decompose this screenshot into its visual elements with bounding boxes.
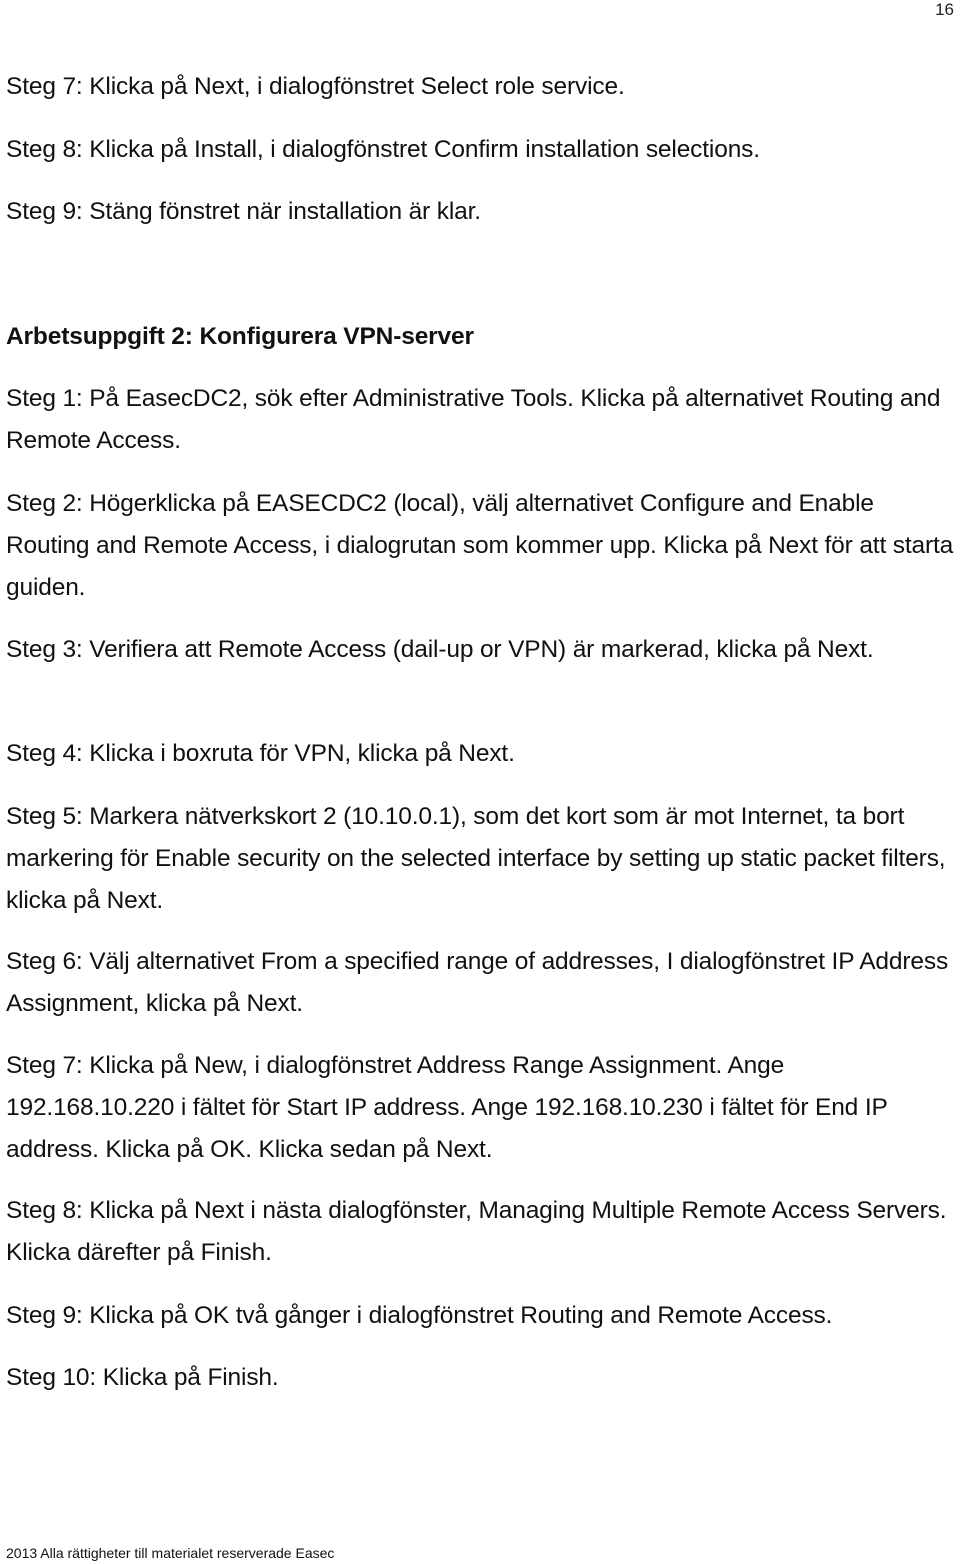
footer-copyright: 2013 Alla rättigheter till materialet reserverade Easec <box>6 1545 335 1561</box>
task-2-step-10: Steg 10: Klicka på Finish. <box>6 1364 279 1391</box>
task-2-step-9: Steg 9: Klicka på OK två gånger i dialogfönstret Routing and Remote Access. <box>6 1302 833 1329</box>
step-7-select-role-service: Steg 7: Klicka på Next, i dialogfönstret Select role service. <box>6 73 625 100</box>
task-2-step-1: Steg 1: På EasecDC2, sök efter Administrative Tools. Klicka på alternativet Routing and Remote Access. <box>6 385 941 454</box>
step-9-close-window: Steg 9: Stäng fönstret när installation är klar. <box>6 198 481 225</box>
step-8-confirm-installation: Steg 8: Klicka på Install, i dialogfönstret Confirm installation selections. <box>6 136 760 163</box>
task-2-heading: Arbetsuppgift 2: Konfigurera VPN-server <box>6 323 474 350</box>
task-2-step-6: Steg 6: Välj alternativet From a specified range of addresses, I dialogfönstret IP Address Assignment, klicka på Next. <box>6 948 949 1017</box>
task-2-step-5: Steg 5: Markera nätverkskort 2 (10.10.0.1), som det kort som är mot Internet, ta bort markering för Enable security on the selected interface by setting up static packet filters, klicka på Next. <box>6 803 946 914</box>
task-2-step-3: Steg 3: Verifiera att Remote Access (dail-up or VPN) är markerad, klicka på Next. <box>6 636 874 663</box>
page-number: 16 <box>935 0 954 19</box>
task-2-step-8: Steg 8: Klicka på Next i nästa dialogfönster, Managing Multiple Remote Access Servers. Klicka därefter på Finish. <box>6 1197 947 1266</box>
task-2-step-7: Steg 7: Klicka på New, i dialogfönstret Address Range Assignment. Ange 192.168.10.220 i fältet för Start IP address. Ange 192.168.10.230 i fältet för End IP address. Klicka på OK. Klicka sedan på Next. <box>6 1052 888 1163</box>
task-2-step-2: Steg 2: Högerklicka på EASECDC2 (local), välj alternativet Configure and Enable Routing and Remote Access, i dialogrutan som kommer upp. Klicka på Next för att starta guiden. <box>6 490 954 601</box>
task-2-step-4: Steg 4: Klicka i boxruta för VPN, klicka på Next. <box>6 740 515 767</box>
